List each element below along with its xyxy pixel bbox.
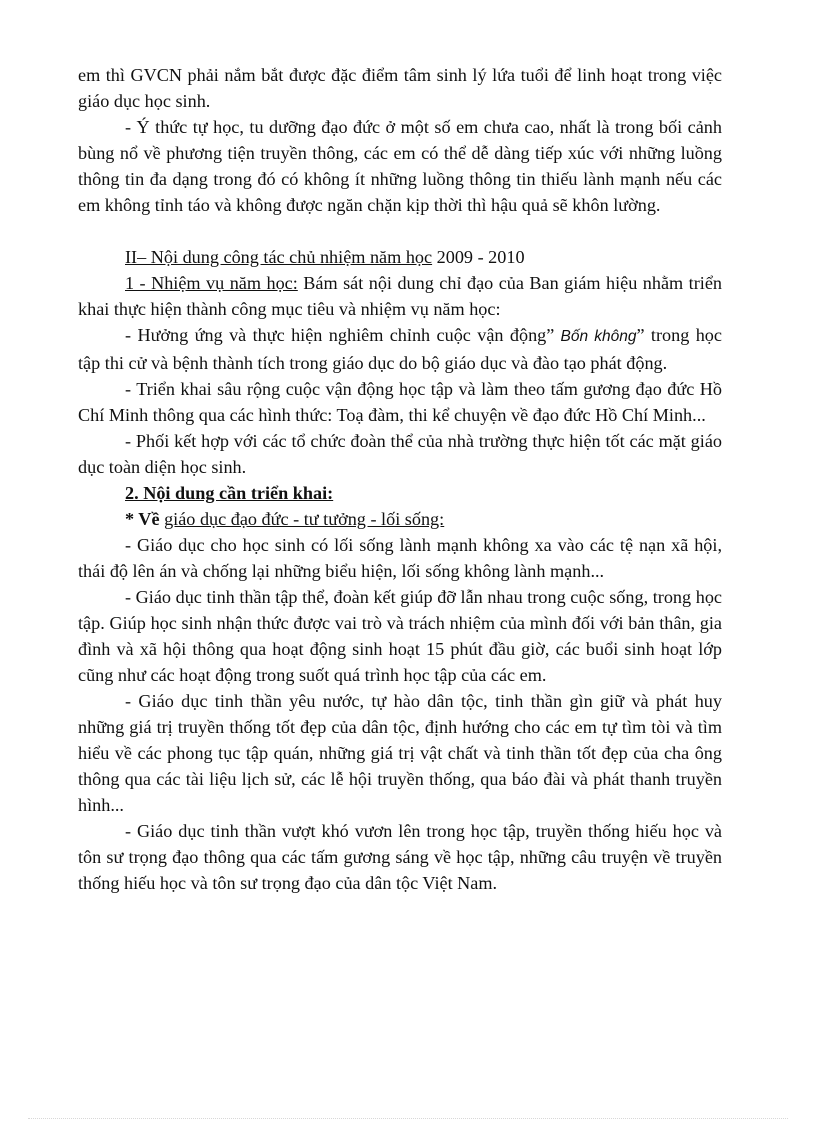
paragraph-self-study: - Ý thức tự học, tu dưỡng đạo đức ở một số em chưa cao, nhất là trong bối cảnh bùng nổ về phương tiện truyền thông, các em có thể dễ dàng tiếp xúc với những luồng thông tin đa dạng trong đó có không ít những luồng thông tin thiếu lành mạnh nếu các em không tỉnh táo và không được ngăn chặn kịp thời thì hậu quả sẽ khôn lường. [78,117,722,215]
moral-item-patriotism: - Giáo dục tinh thần yêu nước, tự hào dân tộc, tinh thần gìn giữ và phát huy những giá trị truyền thống tốt đẹp của dân tộc, định hướng cho các em tự tìm tòi và tìm hiểu về các phong tục tập quán, những giá trị vật chất và tinh thần tốt đẹp của cha ông thông qua các tài liệu lịch sử, các lễ hội truyền thống, qua báo đài và phát thanh truyền hình... [78,691,722,815]
paragraph-tasks [78,270,722,322]
section-heading-year: 2009 - 2010 [432,247,525,267]
moral-heading-prefix: * Về [125,509,165,529]
moral-heading-text: giáo dục đạo đức - tư tưởng - lối sống: [164,509,445,529]
tasks-label: 1 - Nhiệm vụ năm học: [125,273,298,293]
moral-heading [78,506,722,532]
section-heading [78,244,722,270]
bullet-coordination: - Phối kết hợp với các tổ chức đoàn thể của nhà trường thực hiện tốt các mặt giáo dục toàn diện học sinh. [78,431,722,477]
moral-item-perseverance: - Giáo dục tinh thần vượt khó vươn lên trong học tập, truyền thống hiếu học và tôn sư trọng đạo thông qua các tấm gương sáng về học tập, những câu truyện về truyền thống hiếu học và tôn sư trọng đạo của dân tộc Việt Nam. [78,821,722,893]
tasks-text: Bám sát nội dung chỉ đạo của Ban giám hiệu nhằm triển khai thực hiện thành công mục tiêu và nhiệm vụ năm học: [78,273,722,319]
content-heading-text: 2. Nội dung cần triển khai: [125,483,334,503]
content-heading [78,480,722,506]
bullet-bon-khong-italic: Bốn không [554,328,637,345]
document-page [78,62,722,896]
paragraph-continuation: em thì GVCN phải nắm bắt được đặc điểm tâm sinh lý lứa tuổi để linh hoạt trong việc giáo dục học sinh. [78,65,722,111]
section-heading-text: II– Nội dung công tác chủ nhiệm năm học [125,247,433,267]
bullet-ho-chi-minh: - Triển khai sâu rộng cuộc vận động học tập và làm theo tấm gương đạo đức Hồ Chí Minh thông qua các hình thức: Toạ đàm, thi kể chuyện về đạo đức Hồ Chí Minh... [78,379,722,425]
bullet-bon-khong-post: ” trong học tập thi cử và bệnh thành tích trong giáo dục do bộ giáo dục và đào tạo phát động. [78,325,722,373]
bullet-bon-khong [78,322,722,376]
moral-item-teamwork: - Giáo dục tinh thần tập thể, đoàn kết giúp đỡ lẫn nhau trong cuộc sống, trong học tập. Giúp học sinh nhận thức được vai trò và trách nhiệm của mình đối với bản thân, gia đình và xã hội thông qua hoạt động sinh hoạt 15 phút đầu giờ, các buổi sinh hoạt lớp cũng như các hoạt động trong suốt quá trình học tập của các em. [78,587,722,685]
bullet-bon-khong-pre: - Hưởng ứng và thực hiện nghiêm chỉnh cuộc vận động” [125,325,555,345]
page-bottom-divider [28,1118,788,1119]
moral-item-lifestyle: - Giáo dục cho học sinh có lối sống lành mạnh không xa vào các tệ nạn xã hội, thái độ lên án và chống lại những biểu hiện, lối sống không lành mạnh... [78,535,722,581]
